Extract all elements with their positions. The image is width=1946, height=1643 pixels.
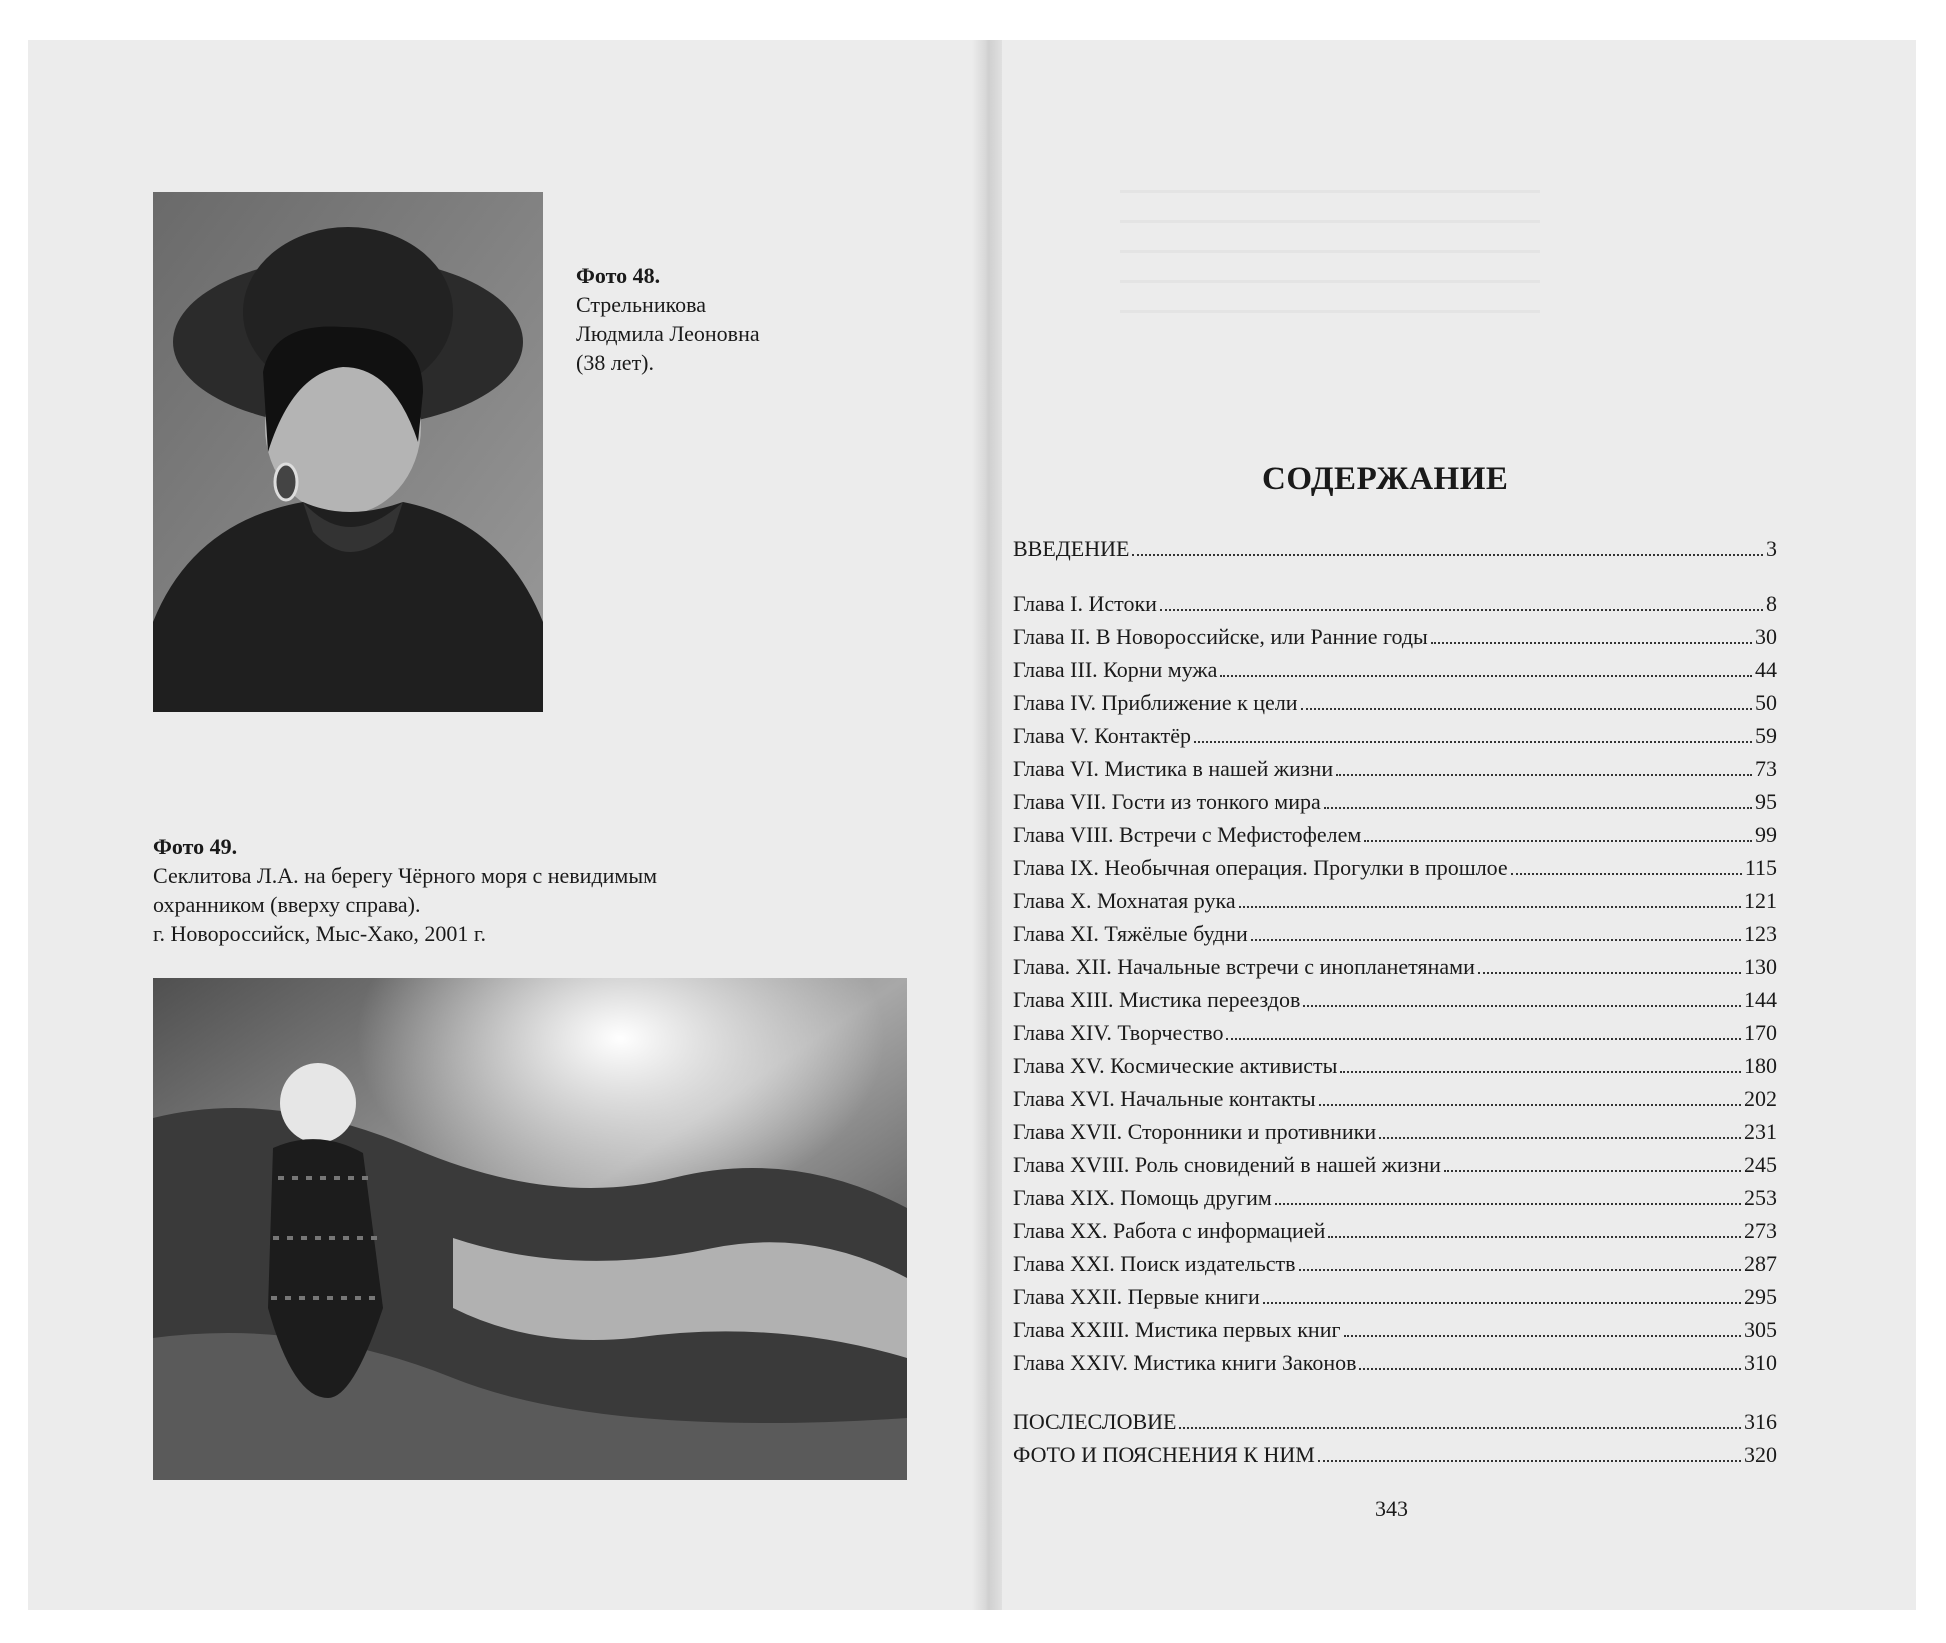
toc-entry — [1013, 536, 1777, 569]
toc-entry — [1013, 723, 1777, 756]
toc-entry-page: 202 — [1744, 1086, 1777, 1111]
toc-entry — [1013, 888, 1777, 921]
photo-48-line-2: Людмила Леоновна — [576, 321, 760, 346]
toc-leader-dots — [1263, 1302, 1741, 1304]
toc-entry-title: Глава V. Контактёр — [1013, 723, 1191, 748]
toc-leader-dots — [1511, 873, 1742, 875]
toc-entry-page: 30 — [1755, 624, 1777, 649]
toc-entry-page: 99 — [1755, 822, 1777, 847]
toc-leader-dots — [1301, 708, 1752, 710]
toc-entry-page: 305 — [1744, 1317, 1777, 1342]
toc-entry — [1013, 1284, 1777, 1317]
photo-48-label: Фото 48. — [576, 263, 661, 288]
toc-entry-title: Глава XVIII. Роль сновидений в нашей жизни — [1013, 1152, 1441, 1177]
toc-leader-dots — [1344, 1335, 1742, 1337]
toc-chapter-list — [1013, 591, 1777, 1383]
toc-entry-title: Глава XX. Работа с информацией — [1013, 1218, 1326, 1243]
toc-entry — [1013, 1317, 1777, 1350]
toc-entry-title: Глава VI. Мистика в нашей жизни — [1013, 756, 1334, 781]
toc-entry-page: 320 — [1744, 1442, 1777, 1467]
toc-entry — [1013, 987, 1777, 1020]
toc-entry-page: 121 — [1744, 888, 1777, 913]
toc-entry — [1013, 855, 1777, 888]
toc-leader-dots — [1251, 939, 1741, 941]
toc-entry — [1013, 591, 1777, 624]
toc-entry-page: 316 — [1744, 1409, 1777, 1434]
toc-entry — [1013, 789, 1777, 822]
toc-entry — [1013, 1185, 1777, 1218]
toc-entry-page: 123 — [1744, 921, 1777, 946]
toc-entry — [1013, 1119, 1777, 1152]
toc-entry-title: Глава IV. Приближение к цели — [1013, 690, 1298, 715]
toc-entry — [1013, 822, 1777, 855]
toc-entry-title: Глава XIV. Творчество — [1013, 1020, 1224, 1045]
toc-entry-page: 180 — [1744, 1053, 1777, 1078]
toc-leader-dots — [1226, 1038, 1741, 1040]
toc-entry-page: 144 — [1744, 987, 1777, 1012]
toc-entry — [1013, 756, 1777, 789]
toc-leader-dots — [1324, 807, 1752, 809]
toc-leader-dots — [1132, 554, 1763, 556]
toc-entry-title: Глава X. Мохнатая рука — [1013, 888, 1236, 913]
toc-entry-page: 130 — [1744, 954, 1777, 979]
toc-entry — [1013, 954, 1777, 987]
toc-entry-page: 44 — [1755, 657, 1777, 682]
toc-leader-dots — [1303, 1005, 1741, 1007]
toc-entry-title: Глава I. Истоки — [1013, 591, 1157, 616]
toc-entry — [1013, 1020, 1777, 1053]
toc-entry-page: 287 — [1744, 1251, 1777, 1276]
toc-entry-page: 59 — [1755, 723, 1777, 748]
toc-entry-page: 295 — [1744, 1284, 1777, 1309]
toc-entry — [1013, 690, 1777, 723]
photo-49-line-1: Секлитова Л.А. на берегу Чёрного моря с невидимым — [153, 863, 658, 888]
toc-leader-dots — [1318, 1460, 1741, 1462]
toc-entry-title: Глава XIX. Помощь другим — [1013, 1185, 1272, 1210]
toc-entry — [1013, 1086, 1777, 1119]
toc-leader-dots — [1379, 1137, 1741, 1139]
toc-entry-title: Глава VIII. Встречи с Мефистофелем — [1013, 822, 1362, 847]
toc-title: СОДЕРЖАНИЕ — [1262, 461, 1509, 497]
toc-entry — [1013, 1409, 1777, 1442]
toc-entry-title: Глава. XII. Начальные встречи с инопланетянами — [1013, 954, 1475, 979]
toc-entry-title: Глава VII. Гости из тонкого мира — [1013, 789, 1321, 814]
toc-entry-page: 170 — [1744, 1020, 1777, 1045]
toc-entry-title: Глава XV. Космические активисты — [1013, 1053, 1338, 1078]
toc-leader-dots — [1478, 972, 1741, 974]
toc-outro-list — [1013, 1409, 1777, 1475]
toc-leader-dots — [1444, 1170, 1741, 1172]
toc-leader-dots — [1299, 1269, 1742, 1271]
toc-entry — [1013, 657, 1777, 690]
toc-entry-page: 50 — [1755, 690, 1777, 715]
toc-entry-page: 253 — [1744, 1185, 1777, 1210]
toc-leader-dots — [1179, 1427, 1741, 1429]
photo-49-label: Фото 49. — [153, 834, 238, 859]
toc-entry-title: Глава XXIII. Мистика первых книг — [1013, 1317, 1341, 1342]
toc-entry-title: Глава XVI. Начальные контакты — [1013, 1086, 1316, 1111]
toc-leader-dots — [1328, 1236, 1741, 1238]
toc-entry-page: 310 — [1744, 1350, 1777, 1375]
toc-leader-dots — [1160, 609, 1763, 611]
toc-leader-dots — [1336, 774, 1752, 776]
toc-intro-list — [1013, 536, 1777, 569]
toc-entry — [1013, 1053, 1777, 1086]
page-number: 343 — [1375, 1496, 1408, 1521]
photo-48-portrait — [153, 192, 543, 712]
toc-entry-title: ВВЕДЕНИЕ — [1013, 536, 1130, 561]
toc-entry — [1013, 1350, 1777, 1383]
toc-entry-title: Глава III. Корни мужа — [1013, 657, 1218, 682]
toc-leader-dots — [1431, 642, 1752, 644]
toc-entry-title: Глава XI. Тяжёлые будни — [1013, 921, 1248, 946]
toc-leader-dots — [1319, 1104, 1741, 1106]
photo-49-caption — [153, 832, 913, 948]
toc-leader-dots — [1340, 1071, 1741, 1073]
toc-entry — [1013, 1152, 1777, 1185]
toc-entry-page: 8 — [1766, 591, 1777, 616]
toc-entry-title: Глава XXI. Поиск издательств — [1013, 1251, 1296, 1276]
toc-leader-dots — [1194, 741, 1752, 743]
toc-entry — [1013, 1442, 1777, 1475]
toc-entry — [1013, 1218, 1777, 1251]
toc-leader-dots — [1359, 1368, 1741, 1370]
toc-entry-page: 95 — [1755, 789, 1777, 814]
toc-entry-page: 273 — [1744, 1218, 1777, 1243]
toc-entry — [1013, 624, 1777, 657]
toc-entry-title: Глава XIII. Мистика переездов — [1013, 987, 1301, 1012]
toc-entry-title: Глава XVII. Сторонники и противники — [1013, 1119, 1377, 1144]
toc-entry-title: ПОСЛЕСЛОВИЕ — [1013, 1409, 1177, 1434]
toc-leader-dots — [1220, 675, 1752, 677]
toc-entry — [1013, 1251, 1777, 1284]
photo-49-seashore — [153, 978, 907, 1480]
toc-entry-page: 115 — [1744, 855, 1777, 880]
toc-leader-dots — [1364, 840, 1752, 842]
toc-entry-title: Глава IX. Необычная операция. Прогулки в прошлое — [1013, 855, 1508, 880]
toc-entry-page: 245 — [1744, 1152, 1777, 1177]
toc-leader-dots — [1239, 906, 1741, 908]
photo-49-line-3: г. Новороссийск, Мыс-Хако, 2001 г. — [153, 921, 486, 946]
toc-entry-page: 73 — [1755, 756, 1777, 781]
photo-48-line-3: (38 лет). — [576, 350, 655, 375]
bleed-through — [1120, 190, 1540, 340]
photo-48-line-1: Стрельникова — [576, 292, 707, 317]
book-spine — [972, 40, 1002, 1610]
photo-49-line-2: охранником (вверху справа). — [153, 892, 421, 917]
toc-entry-page: 3 — [1766, 536, 1777, 561]
toc-entry-title: Глава XXIV. Мистика книги Законов — [1013, 1350, 1357, 1375]
toc-entry-page: 231 — [1744, 1119, 1777, 1144]
toc-entry-title: Глава II. В Новороссийске, или Ранние годы — [1013, 624, 1428, 649]
photo-48-caption — [576, 261, 876, 377]
toc-entry-title: ФОТО И ПОЯСНЕНИЯ К НИМ — [1013, 1442, 1315, 1467]
toc-leader-dots — [1275, 1203, 1741, 1205]
toc-entry-title: Глава XXII. Первые книги — [1013, 1284, 1260, 1309]
toc-entry — [1013, 921, 1777, 954]
